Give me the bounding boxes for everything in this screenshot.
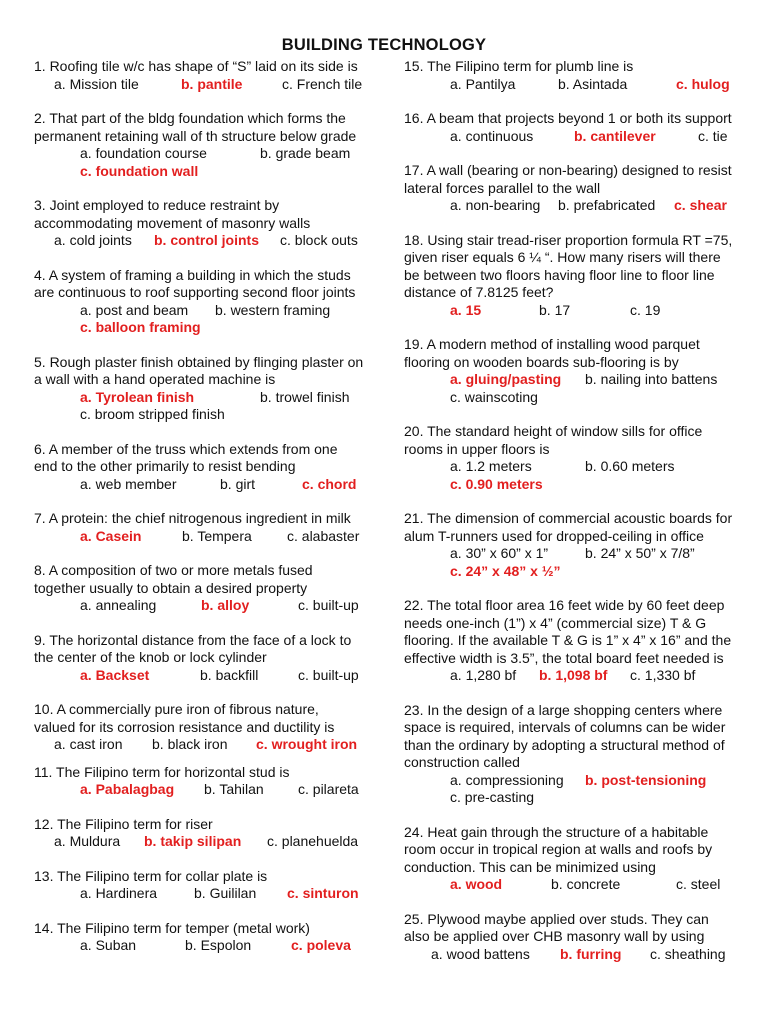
answer-choice: b. post-tensioning (585, 771, 707, 788)
question-text: 10. A commercially pure iron of fibrous nature, (34, 701, 319, 717)
question-item (34, 562, 370, 615)
question-text: effective width is 3.5”, the total board feet needed is (404, 649, 724, 666)
answer-choice: c. sinturon (287, 885, 359, 901)
choices-row (34, 302, 370, 320)
question-text: construction called (404, 754, 520, 770)
question-text: 1. Roofing tile w/c has shape of “S” laid on its side is (34, 58, 358, 74)
question-text: 6. A member of the truss which extends from one (34, 440, 338, 457)
question-text: distance of 7.8125 feet? (404, 284, 554, 300)
choices-row (34, 937, 370, 955)
question-item (404, 162, 740, 215)
choices-row (34, 885, 370, 903)
question-item (404, 336, 740, 406)
question-item (404, 824, 740, 894)
question-item (34, 764, 370, 799)
choice: a. Suban (80, 937, 137, 953)
choice: c. steel (676, 876, 721, 892)
choices-row (404, 667, 740, 685)
choice: a. Mission tile (54, 75, 139, 92)
question-text: space is required, intervals of columns can be wider (404, 719, 726, 735)
choice: a. Pantilya (450, 75, 516, 92)
choices-row (34, 389, 370, 407)
choice: c. alabaster (287, 527, 360, 544)
answer-choice: b. 1,098 bf (539, 667, 608, 683)
question-item (34, 701, 370, 754)
answer-choice: c. shear (674, 197, 727, 213)
question-text: lateral forces parallel to the wall (404, 179, 601, 196)
question-text: 21. The dimension of commercial acoustic boards for (404, 510, 733, 526)
choices-row (404, 946, 740, 964)
question-text: flooring on wooden boards sub-flooring is by (404, 353, 679, 370)
question-text: a wall with a hand operated machine is (34, 371, 276, 387)
question-text: than the ordinary by adopting a structural method of (404, 736, 725, 753)
question-text: 18. Using stair tread-riser proportion formula RT =75, (404, 231, 733, 248)
question-text: accommodating movement of masonry walls (34, 214, 311, 231)
right-column (404, 58, 740, 963)
question-text: rooms in upper floors is (404, 440, 550, 457)
answer-choice: a. wood (450, 876, 503, 892)
choices-row (34, 667, 370, 685)
question-text: 17. A wall (bearing or non-bearing) designed to resist (404, 162, 732, 178)
choice: c. 1,330 bf (630, 667, 696, 683)
choice: a. annealing (80, 597, 157, 613)
question-text: the center of the knob or lock cylinder (34, 649, 267, 665)
answer-choice: b. takip silipan (144, 833, 242, 849)
choice: c. block outs (280, 232, 358, 248)
question-item (34, 58, 370, 93)
question-text: 4. A system of framing a building in which the studs (34, 266, 351, 283)
answer-choice: c. chord (302, 475, 357, 492)
choice: b. Asintada (558, 75, 628, 92)
choices-row (404, 563, 740, 581)
answer-choice: c. foundation wall (80, 162, 199, 179)
question-text: 19. A modern method of installing wood parquet (404, 336, 700, 352)
question-item (34, 441, 370, 494)
question-text: 13. The Filipino term for collar plate is (34, 867, 268, 884)
choice: a. compressioning (450, 771, 564, 788)
question-text: valued for its corrosion resistance and ductility is (34, 718, 335, 735)
answer-choice: b. pantile (181, 75, 243, 92)
question-text: needs one-inch (1”) x 4” (commercial size) T & G (404, 614, 707, 631)
question-item (34, 354, 370, 424)
answer-choice: c. 0.90 meters (450, 475, 543, 492)
choices-row (404, 876, 740, 894)
choice: b. Tempera (182, 527, 252, 544)
question-text: flooring. If the available T & G is 1” x 4” x 16” and the (404, 632, 732, 648)
choices-row (34, 736, 370, 754)
choices-row (34, 406, 370, 424)
choice: c. pilareta (298, 781, 359, 797)
question-text: 25. Plywood maybe applied over studs. They can (404, 910, 709, 927)
question-item (404, 597, 740, 685)
question-text: together usually to obtain a desired property (34, 579, 308, 596)
choices-row (404, 389, 740, 407)
choice: b. 24” x 50” x 7/8” (585, 545, 695, 561)
choices-row (34, 319, 370, 337)
question-text: room occur in tropical region at walls and roofs by (404, 841, 713, 857)
choice: b. concrete (551, 876, 621, 892)
choice: c. sheathing (650, 945, 726, 962)
question-text: also be applied over CHB masonry wall by using (404, 928, 705, 944)
choice: a. continuous (450, 127, 534, 144)
choices-row (404, 128, 740, 146)
choices-row (34, 528, 370, 546)
choices-row (404, 789, 740, 807)
choice: b. backfill (200, 666, 259, 683)
choice: c. 19 (630, 301, 661, 318)
choice: c. French tile (282, 75, 363, 92)
question-item (34, 632, 370, 685)
choice: a. web member (80, 475, 177, 492)
page-title: BUILDING TECHNOLOGY (281, 36, 487, 54)
choice: a. Muldura (54, 833, 121, 849)
question-text: 2. That part of the bldg foundation which forms the (34, 110, 346, 126)
choice: c. pre-casting (450, 789, 535, 805)
choice: b. 17 (539, 301, 571, 318)
choice: b. Guililan (194, 885, 257, 901)
answer-choice: c. 24” x 48” x ½” (450, 562, 561, 579)
choices-row (404, 197, 740, 215)
choice: c. built-up (298, 666, 359, 683)
question-item (404, 510, 740, 580)
question-item (404, 911, 740, 964)
choices-row (34, 232, 370, 250)
choice: a. post and beam (80, 301, 189, 318)
choice: c. tie (698, 127, 728, 144)
question-item (34, 868, 370, 903)
answer-choice: a. 15 (450, 301, 482, 318)
choice: a. 30” x 60” x 1” (450, 545, 549, 561)
question-text: permanent retaining wall of th structure below grade (34, 127, 357, 144)
question-text: 16. A beam that projects beyond 1 or both its support (404, 110, 732, 126)
choice: a. wood battens (431, 945, 530, 962)
choice: a. cast iron (54, 736, 123, 752)
choice: b. 0.60 meters (585, 458, 675, 474)
question-item (34, 510, 370, 545)
answer-choice: b. alloy (201, 597, 250, 613)
question-item (34, 197, 370, 250)
choice: a. Hardinera (80, 885, 158, 901)
answer-choice: a. Pabalagbag (80, 781, 175, 797)
left-column (34, 58, 370, 955)
choice: a. foundation course (80, 145, 207, 161)
question-text: 9. The horizontal distance from the face of a lock to (34, 631, 352, 648)
choice: c. wainscoting (450, 388, 538, 405)
choices-row (34, 163, 370, 181)
choice: c. broom stripped finish (80, 406, 225, 422)
question-text: end to the other primarily to resist bending (34, 458, 296, 474)
choice: b. trowel finish (260, 388, 350, 405)
choice: a. 1,280 bf (450, 667, 517, 683)
answer-choice: c. wrought iron (256, 736, 358, 752)
question-text: 8. A composition of two or more metals fused (34, 562, 313, 578)
choices-row (404, 772, 740, 790)
question-text: alum T-runners used for dropped-ceiling in office (404, 527, 704, 544)
question-item (404, 423, 740, 493)
question-text: 20. The standard height of window sills for office (404, 423, 703, 439)
choice: b. grade beam (260, 145, 351, 161)
answer-choice: c. balloon framing (80, 319, 201, 335)
choice: c. built-up (298, 597, 359, 613)
answer-choice: a. Casein (80, 527, 142, 544)
answer-choice: c. poleva (291, 937, 351, 953)
question-text: 5. Rough plaster finish obtained by flinging plaster on (34, 353, 364, 370)
choices-row (404, 476, 740, 494)
question-text: 15. The Filipino term for plumb line is (404, 58, 634, 74)
question-text: are continuous to roof supporting second floor joints (34, 284, 356, 300)
choices-row (404, 458, 740, 476)
choice: c. planehuelda (267, 833, 359, 849)
choices-row (404, 302, 740, 320)
question-text: 3. Joint employed to reduce restraint by (34, 197, 280, 213)
answer-choice: a. Backset (80, 666, 150, 683)
choices-row (34, 476, 370, 494)
choices-row (404, 76, 740, 94)
choice: b. Espolon (185, 937, 252, 953)
choices-row (34, 781, 370, 799)
question-text: 23. In the design of a large shopping centers where (404, 701, 723, 718)
question-item (34, 267, 370, 337)
choice: a. 1.2 meters (450, 458, 532, 474)
question-text: given riser equals 6 ¼ “. How many risers will there (404, 249, 721, 265)
choices-row (404, 545, 740, 563)
answer-choice: a. Tyrolean finish (80, 388, 195, 405)
answer-choice: b. control joints (154, 232, 259, 248)
question-text: 22. The total floor area 16 feet wide by 60 feet deep (404, 597, 725, 613)
question-item (404, 58, 740, 93)
question-text: be between two floors having floor line to floor line (404, 266, 715, 283)
choices-row (34, 76, 370, 94)
question-item (404, 702, 740, 807)
choice: b. girt (220, 475, 256, 492)
question-item (34, 110, 370, 180)
answer-choice: b. furring (560, 945, 622, 962)
question-text: 14. The Filipino term for temper (metal work) (34, 919, 310, 936)
choice: b. prefabricated (558, 197, 656, 213)
answer-choice: b. cantilever (574, 127, 656, 144)
question-item (404, 110, 740, 145)
question-item (404, 232, 740, 320)
choice: a. non-bearing (450, 197, 541, 213)
choice: b. black iron (152, 736, 228, 752)
choice: b. western framing (215, 301, 331, 318)
choices-row (34, 145, 370, 163)
choice: b. nailing into battens (585, 371, 718, 387)
choices-row (34, 597, 370, 615)
answer-choice: a. gluing/pasting (450, 371, 562, 387)
question-text: 7. A protein: the chief nitrogenous ingredient in milk (34, 510, 351, 526)
choice: b. Tahilan (204, 781, 264, 797)
choice: a. cold joints (54, 232, 132, 248)
choices-row (404, 371, 740, 389)
question-text: 24. Heat gain through the structure of a habitable (404, 823, 709, 840)
question-item (34, 816, 370, 851)
question-text: conduction. This can be minimized using (404, 858, 656, 875)
question-text: 12. The Filipino term for riser (34, 815, 213, 832)
choices-row (34, 833, 370, 851)
question-item (34, 920, 370, 955)
question-text: 11. The Filipino term for horizontal stud is (34, 763, 290, 780)
answer-choice: c. hulog (676, 75, 730, 92)
